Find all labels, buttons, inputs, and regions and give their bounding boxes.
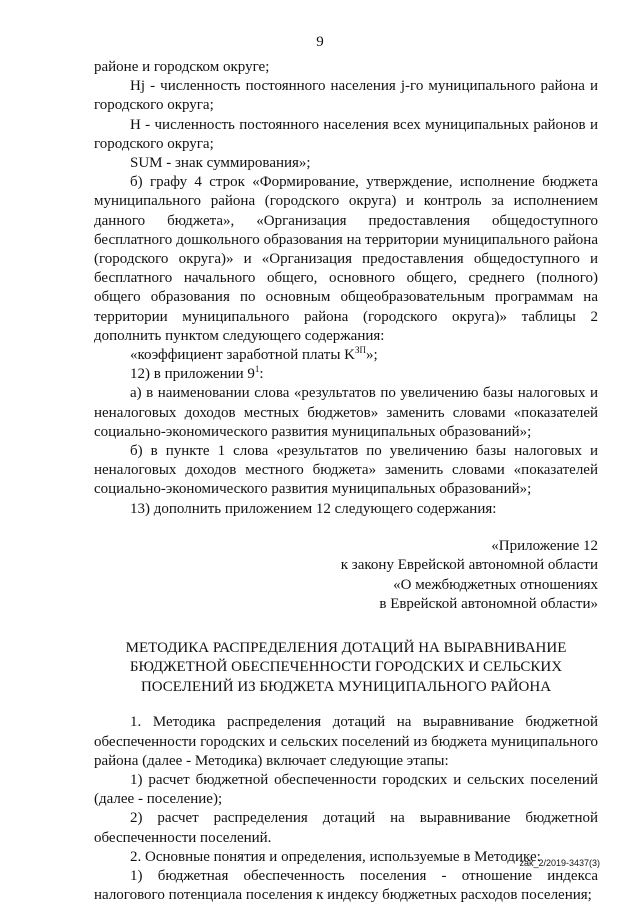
paragraph: Hj - численность постоянного населения j-го муниципального района и городского округа;: [94, 78, 598, 114]
coefficient-superscript: ЗП: [355, 345, 367, 356]
paragraph: 1. Методика распределения дотаций на выравнивание бюджетной обеспеченности городских и сельских поселений из бюджета муниципального района (далее - Методика) включает следующие этапы:: [94, 714, 598, 769]
paragraph: б) графу 4 строк «Формирование, утверждение, исполнение бюджета муниципального района (городского округа) и контроль за исполнением данного бюджета», «Организация предоставления общедоступного бесплатного дошкольного образования на территории муниципального района (городского округа)» и «Организация предоставления общедоступного и бесплатного начального общего, основного общего, среднего (полного) общего образования по основным общеобразовательным программам на территории муниципального района (городского округа)» таблицы 2 дополнить пунктом следующего содержания:: [94, 174, 598, 344]
annex-line: «Приложение 12: [491, 537, 598, 554]
paragraph: 2) расчет распределения дотаций на выравнивание бюджетной обеспеченности поселений.: [94, 810, 598, 846]
paragraph: районе и городском округе;: [94, 59, 270, 75]
page-number: 9: [316, 34, 324, 50]
annex9-superscript: 1: [254, 364, 260, 375]
title-line: ПОСЕЛЕНИЙ ИЗ БЮДЖЕТА МУНИЦИПАЛЬНОГО РАЙОНА: [140, 678, 552, 695]
annex-line: в Еврейской автономной области»: [379, 596, 598, 613]
paragraph: б) в пункте 1 слова «результатов по увеличению базы налоговых и неналоговых доходов местного бюджета» заменить словами «показателей социально-экономического развития муниципальных образований»;: [94, 443, 598, 498]
methodology-title: [94, 639, 598, 698]
paragraph: 2. Основные понятия и определения, используемые в Методике:: [130, 848, 541, 865]
coefficient-text: «коэффициент заработной платы K: [130, 347, 356, 364]
paragraph: H - численность постоянного населения всех муниципальных районов и городского округа;: [94, 116, 598, 152]
annex9-line: [94, 365, 598, 384]
annex-line: «О межбюджетных отношениях: [393, 576, 598, 593]
document-body: [94, 58, 598, 905]
paragraph: 1) расчет бюджетной обеспеченности городских и сельских поселений (далее - поселение);: [94, 771, 598, 808]
paragraph: 1) бюджетная обеспеченность поселения - отношение индекса налогового потенциала поселения к индексу бюджетных расходов поселения;: [94, 868, 598, 904]
title-line: МЕТОДИКА РАСПРЕДЕЛЕНИЯ ДОТАЦИЙ НА ВЫРАВНИВАНИЕ: [125, 639, 567, 656]
annex9-text: 12) в приложении 9: [130, 366, 255, 383]
annex-line: к закону Еврейской автономной области: [340, 557, 598, 574]
annex-header: [94, 537, 598, 615]
coefficient-line: [94, 346, 598, 365]
coefficient-end: »;: [366, 347, 378, 364]
annex9-end: :: [259, 366, 264, 383]
document-code: zak_2/2019-3437(3): [519, 858, 600, 868]
paragraph: SUM - знак суммирования»;: [130, 155, 311, 172]
title-line: БЮДЖЕТНОЙ ОБЕСПЕЧЕННОСТИ ГОРОДСКИХ И СЕЛЬСКИХ: [129, 659, 563, 676]
paragraph: 13) дополнить приложением 12 следующего содержания:: [130, 500, 497, 517]
paragraph: а) в наименовании слова «результатов по увеличению базы налоговых и неналоговых доходов местных бюджетов» заменить словами «показателей социально-экономического развития муниципальных образований»;: [94, 385, 598, 440]
